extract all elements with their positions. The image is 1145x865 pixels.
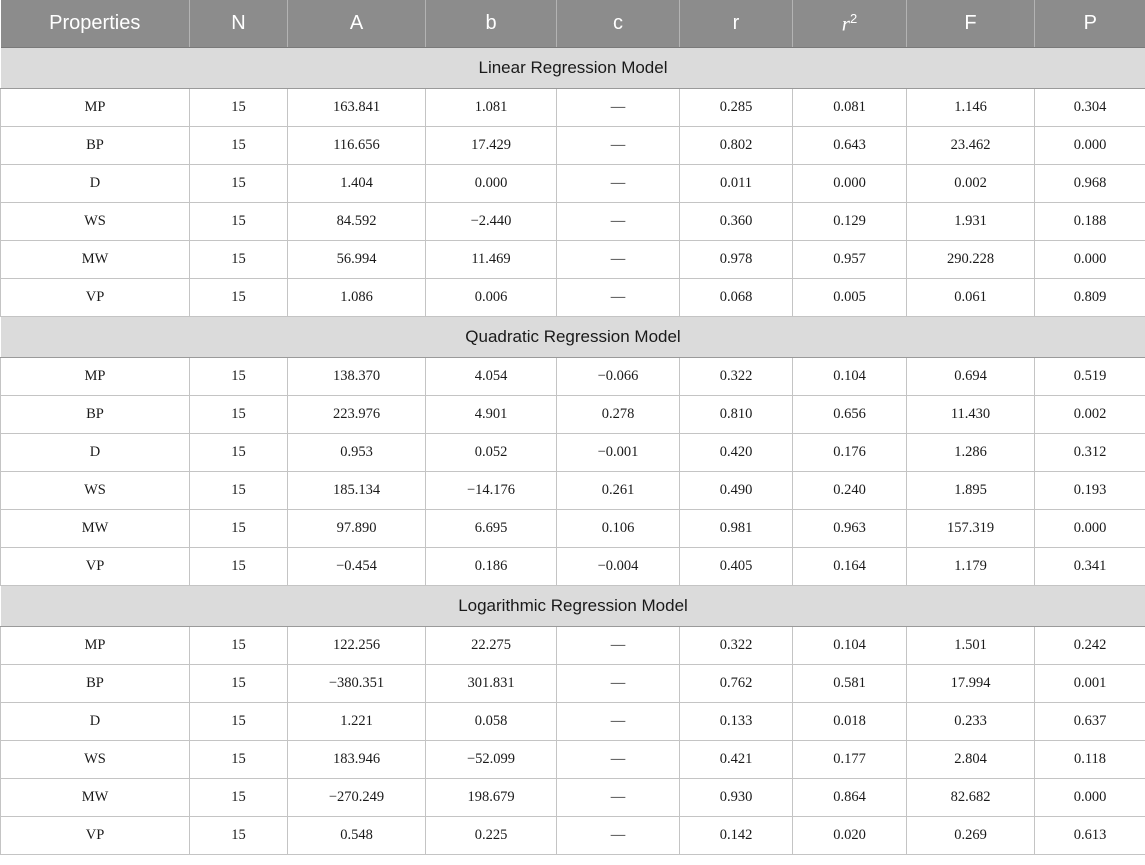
cell-p: 0.188: [1035, 203, 1145, 241]
table-row: [1, 627, 1145, 665]
cell-r-squared: 0.581: [793, 665, 907, 703]
cell-n: 15: [190, 396, 288, 434]
cell-property: D: [1, 703, 190, 741]
section-title: Linear Regression Model: [1, 48, 1145, 89]
table-row: [1, 358, 1145, 396]
cell-c: —: [557, 779, 680, 817]
section-header-row: [1, 586, 1145, 627]
cell-a: 56.994: [288, 241, 426, 279]
cell-a: 138.370: [288, 358, 426, 396]
table-row: [1, 434, 1145, 472]
header-row: [1, 0, 1145, 48]
cell-c: −0.001: [557, 434, 680, 472]
cell-n: 15: [190, 358, 288, 396]
cell-n: 15: [190, 434, 288, 472]
cell-c: 0.261: [557, 472, 680, 510]
cell-r: 0.802: [680, 127, 793, 165]
cell-r-squared: 0.643: [793, 127, 907, 165]
cell-b: −52.099: [426, 741, 557, 779]
header-properties: Properties: [1, 0, 190, 48]
cell-c: 0.106: [557, 510, 680, 548]
cell-b: −2.440: [426, 203, 557, 241]
cell-property: WS: [1, 203, 190, 241]
cell-property: VP: [1, 279, 190, 317]
cell-f: 0.061: [907, 279, 1035, 317]
table-row: [1, 510, 1145, 548]
cell-b: 0.225: [426, 817, 557, 855]
cell-r: 0.981: [680, 510, 793, 548]
cell-property: VP: [1, 817, 190, 855]
cell-n: 15: [190, 779, 288, 817]
cell-f: 11.430: [907, 396, 1035, 434]
cell-property: D: [1, 165, 190, 203]
cell-f: 1.895: [907, 472, 1035, 510]
table-row: [1, 703, 1145, 741]
cell-r-squared: 0.129: [793, 203, 907, 241]
cell-b: 1.081: [426, 89, 557, 127]
cell-b: 4.901: [426, 396, 557, 434]
cell-p: 0.000: [1035, 127, 1145, 165]
cell-r: 0.068: [680, 279, 793, 317]
section-header-row: [1, 317, 1145, 358]
cell-r: 0.322: [680, 358, 793, 396]
cell-n: 15: [190, 472, 288, 510]
cell-c: −0.066: [557, 358, 680, 396]
cell-p: 0.341: [1035, 548, 1145, 586]
cell-a: 223.976: [288, 396, 426, 434]
cell-r: 0.322: [680, 627, 793, 665]
cell-f: 157.319: [907, 510, 1035, 548]
cell-r-squared: 0.020: [793, 817, 907, 855]
cell-r: 0.930: [680, 779, 793, 817]
header-f: F: [907, 0, 1035, 48]
cell-r: 0.133: [680, 703, 793, 741]
cell-f: 82.682: [907, 779, 1035, 817]
cell-p: 0.304: [1035, 89, 1145, 127]
cell-property: MP: [1, 89, 190, 127]
cell-property: BP: [1, 396, 190, 434]
cell-property: BP: [1, 665, 190, 703]
table-body: [1, 48, 1145, 855]
cell-r-squared: 0.018: [793, 703, 907, 741]
cell-c: —: [557, 741, 680, 779]
cell-property: D: [1, 434, 190, 472]
cell-f: 290.228: [907, 241, 1035, 279]
cell-r: 0.142: [680, 817, 793, 855]
cell-property: WS: [1, 472, 190, 510]
cell-a: 183.946: [288, 741, 426, 779]
cell-f: 0.269: [907, 817, 1035, 855]
cell-b: −14.176: [426, 472, 557, 510]
cell-r: 0.011: [680, 165, 793, 203]
cell-c: —: [557, 703, 680, 741]
cell-b: 301.831: [426, 665, 557, 703]
cell-a: 185.134: [288, 472, 426, 510]
cell-p: 0.193: [1035, 472, 1145, 510]
cell-a: −270.249: [288, 779, 426, 817]
header-n: N: [190, 0, 288, 48]
cell-property: MP: [1, 627, 190, 665]
cell-r-squared: 0.104: [793, 627, 907, 665]
header-r-squared-exponent: 2: [849, 10, 858, 26]
cell-r-squared: 0.957: [793, 241, 907, 279]
cell-c: —: [557, 817, 680, 855]
cell-a: −380.351: [288, 665, 426, 703]
cell-n: 15: [190, 203, 288, 241]
cell-f: 0.002: [907, 165, 1035, 203]
cell-c: —: [557, 127, 680, 165]
cell-f: 1.501: [907, 627, 1035, 665]
table-row: [1, 472, 1145, 510]
cell-a: 0.548: [288, 817, 426, 855]
cell-b: 4.054: [426, 358, 557, 396]
table-row: [1, 817, 1145, 855]
cell-b: 6.695: [426, 510, 557, 548]
cell-b: 0.000: [426, 165, 557, 203]
cell-r: 0.810: [680, 396, 793, 434]
cell-property: BP: [1, 127, 190, 165]
cell-c: −0.004: [557, 548, 680, 586]
cell-r-squared: 0.104: [793, 358, 907, 396]
section-header-row: [1, 48, 1145, 89]
table-row: [1, 779, 1145, 817]
cell-f: 1.146: [907, 89, 1035, 127]
table-row: [1, 203, 1145, 241]
cell-b: 0.058: [426, 703, 557, 741]
table-row: [1, 165, 1145, 203]
cell-r: 0.405: [680, 548, 793, 586]
table-row: [1, 89, 1145, 127]
cell-a: −0.454: [288, 548, 426, 586]
cell-p: 0.242: [1035, 627, 1145, 665]
cell-c: —: [557, 203, 680, 241]
cell-p: 0.312: [1035, 434, 1145, 472]
cell-r-squared: 0.177: [793, 741, 907, 779]
cell-n: 15: [190, 89, 288, 127]
cell-p: 0.118: [1035, 741, 1145, 779]
cell-r-squared: 0.963: [793, 510, 907, 548]
cell-c: 0.278: [557, 396, 680, 434]
cell-b: 22.275: [426, 627, 557, 665]
cell-r: 0.285: [680, 89, 793, 127]
cell-p: 0.000: [1035, 510, 1145, 548]
header-r-squared: [793, 0, 907, 48]
table-row: [1, 241, 1145, 279]
cell-n: 15: [190, 665, 288, 703]
cell-a: 1.221: [288, 703, 426, 741]
table-row: [1, 279, 1145, 317]
cell-p: 0.968: [1035, 165, 1145, 203]
cell-n: 15: [190, 127, 288, 165]
header-b: b: [426, 0, 557, 48]
cell-r: 0.762: [680, 665, 793, 703]
cell-n: 15: [190, 627, 288, 665]
header-p: P: [1035, 0, 1145, 48]
cell-c: —: [557, 627, 680, 665]
cell-r-squared: 0.656: [793, 396, 907, 434]
cell-property: MW: [1, 510, 190, 548]
cell-n: 15: [190, 548, 288, 586]
cell-f: 1.179: [907, 548, 1035, 586]
header-r: r: [680, 0, 793, 48]
cell-n: 15: [190, 165, 288, 203]
cell-r-squared: 0.176: [793, 434, 907, 472]
cell-f: 17.994: [907, 665, 1035, 703]
cell-b: 17.429: [426, 127, 557, 165]
cell-property: VP: [1, 548, 190, 586]
cell-r: 0.978: [680, 241, 793, 279]
cell-property: MW: [1, 779, 190, 817]
cell-p: 0.002: [1035, 396, 1145, 434]
cell-f: 0.694: [907, 358, 1035, 396]
cell-c: —: [557, 165, 680, 203]
cell-f: 1.931: [907, 203, 1035, 241]
cell-f: 0.233: [907, 703, 1035, 741]
cell-b: 0.006: [426, 279, 557, 317]
cell-r-squared: 0.864: [793, 779, 907, 817]
cell-p: 0.000: [1035, 241, 1145, 279]
cell-a: 122.256: [288, 627, 426, 665]
table-row: [1, 127, 1145, 165]
cell-p: 0.001: [1035, 665, 1145, 703]
cell-n: 15: [190, 241, 288, 279]
table-row: [1, 741, 1145, 779]
table-row: [1, 396, 1145, 434]
cell-property: MW: [1, 241, 190, 279]
cell-r-squared: 0.240: [793, 472, 907, 510]
cell-r-squared: 0.005: [793, 279, 907, 317]
cell-a: 84.592: [288, 203, 426, 241]
table-row: [1, 665, 1145, 703]
cell-b: 198.679: [426, 779, 557, 817]
cell-c: —: [557, 241, 680, 279]
cell-property: MP: [1, 358, 190, 396]
cell-c: —: [557, 89, 680, 127]
cell-n: 15: [190, 817, 288, 855]
cell-a: 1.086: [288, 279, 426, 317]
cell-a: 0.953: [288, 434, 426, 472]
cell-b: 11.469: [426, 241, 557, 279]
cell-r: 0.420: [680, 434, 793, 472]
cell-n: 15: [190, 703, 288, 741]
cell-p: 0.637: [1035, 703, 1145, 741]
section-title: Logarithmic Regression Model: [1, 586, 1145, 627]
cell-r: 0.360: [680, 203, 793, 241]
header-c: c: [557, 0, 680, 48]
cell-n: 15: [190, 279, 288, 317]
cell-r-squared: 0.081: [793, 89, 907, 127]
cell-b: 0.186: [426, 548, 557, 586]
cell-r-squared: 0.000: [793, 165, 907, 203]
cell-f: 23.462: [907, 127, 1035, 165]
cell-a: 1.404: [288, 165, 426, 203]
header-r-squared-base: r: [841, 11, 850, 36]
cell-r: 0.490: [680, 472, 793, 510]
cell-f: 1.286: [907, 434, 1035, 472]
cell-a: 97.890: [288, 510, 426, 548]
cell-f: 2.804: [907, 741, 1035, 779]
cell-r-squared: 0.164: [793, 548, 907, 586]
cell-b: 0.052: [426, 434, 557, 472]
cell-a: 116.656: [288, 127, 426, 165]
cell-p: 0.613: [1035, 817, 1145, 855]
cell-p: 0.809: [1035, 279, 1145, 317]
cell-n: 15: [190, 741, 288, 779]
section-title: Quadratic Regression Model: [1, 317, 1145, 358]
table-row: [1, 548, 1145, 586]
cell-c: —: [557, 665, 680, 703]
header-a: A: [288, 0, 426, 48]
cell-n: 15: [190, 510, 288, 548]
cell-property: WS: [1, 741, 190, 779]
cell-p: 0.000: [1035, 779, 1145, 817]
cell-c: —: [557, 279, 680, 317]
cell-a: 163.841: [288, 89, 426, 127]
cell-p: 0.519: [1035, 358, 1145, 396]
cell-r: 0.421: [680, 741, 793, 779]
